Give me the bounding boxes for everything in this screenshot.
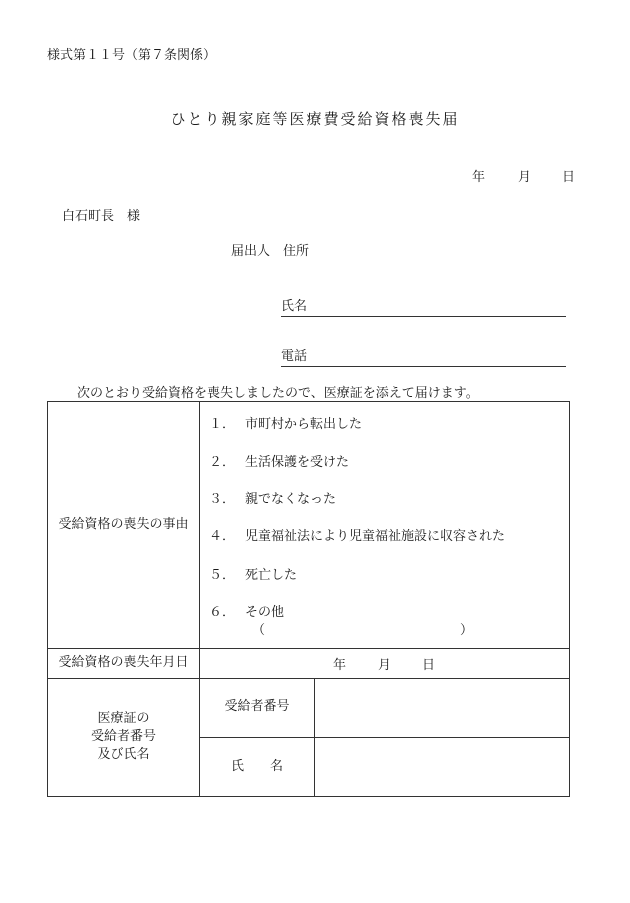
- other-reason-field-close: ）: [460, 623, 474, 638]
- table-border-top: [47, 401, 569, 402]
- form-title: ひとり親家庭等医療費受給資格喪失届: [170, 110, 460, 128]
- recipient-number-label: 受給者番号: [224, 699, 290, 714]
- table-border-right: [569, 401, 570, 797]
- form-number: 様式第１１号（第７条関係）: [47, 48, 217, 63]
- date-day-label: 日: [562, 170, 576, 185]
- loss-date-day-label: 日: [422, 658, 436, 673]
- loss-date-month-label: 月: [378, 658, 392, 673]
- reason-option[interactable]: ３． 親でなくなった: [209, 492, 337, 507]
- reason-option[interactable]: １． 市町村から転出した: [209, 417, 363, 432]
- table-border-bottom: [47, 796, 569, 797]
- applicant-address-label: 届出人 住所: [231, 244, 310, 259]
- reason-label: 受給資格の喪失の事由: [58, 517, 189, 532]
- reason-option[interactable]: ６． その他: [209, 605, 285, 620]
- certificate-label: 医療証の 受給者番号 及び氏名: [90, 711, 156, 762]
- reason-option[interactable]: ４． 児童福祉法により児童福祉施設に収容された: [209, 529, 506, 544]
- table-column-divider: [199, 401, 200, 797]
- reason-option[interactable]: ５． 死亡した: [209, 568, 298, 583]
- recipient-name-field[interactable]: [315, 738, 568, 795]
- addressee: 白石町長 様: [62, 209, 141, 224]
- applicant-phone-field[interactable]: [281, 345, 566, 367]
- date-year-label: 年: [472, 170, 486, 185]
- loss-date-label: 受給資格の喪失年月日: [58, 655, 189, 670]
- recipient-number-field[interactable]: [315, 679, 568, 736]
- reason-option[interactable]: ２． 生活保護を受けた: [209, 455, 350, 470]
- applicant-phone-label: 電話: [281, 349, 308, 364]
- declaration-text: 次のとおり受給資格を喪失しましたので、医療証を添えて届けます。: [77, 386, 479, 401]
- table-divider: [47, 648, 569, 649]
- loss-date-year-label: 年: [333, 658, 347, 673]
- recipient-name-label: 氏 名: [230, 759, 283, 774]
- other-reason-field[interactable]: （: [252, 623, 266, 638]
- applicant-name-label: 氏名: [281, 299, 308, 314]
- applicant-name-field[interactable]: [281, 295, 566, 317]
- date-month-label: 月: [518, 170, 532, 185]
